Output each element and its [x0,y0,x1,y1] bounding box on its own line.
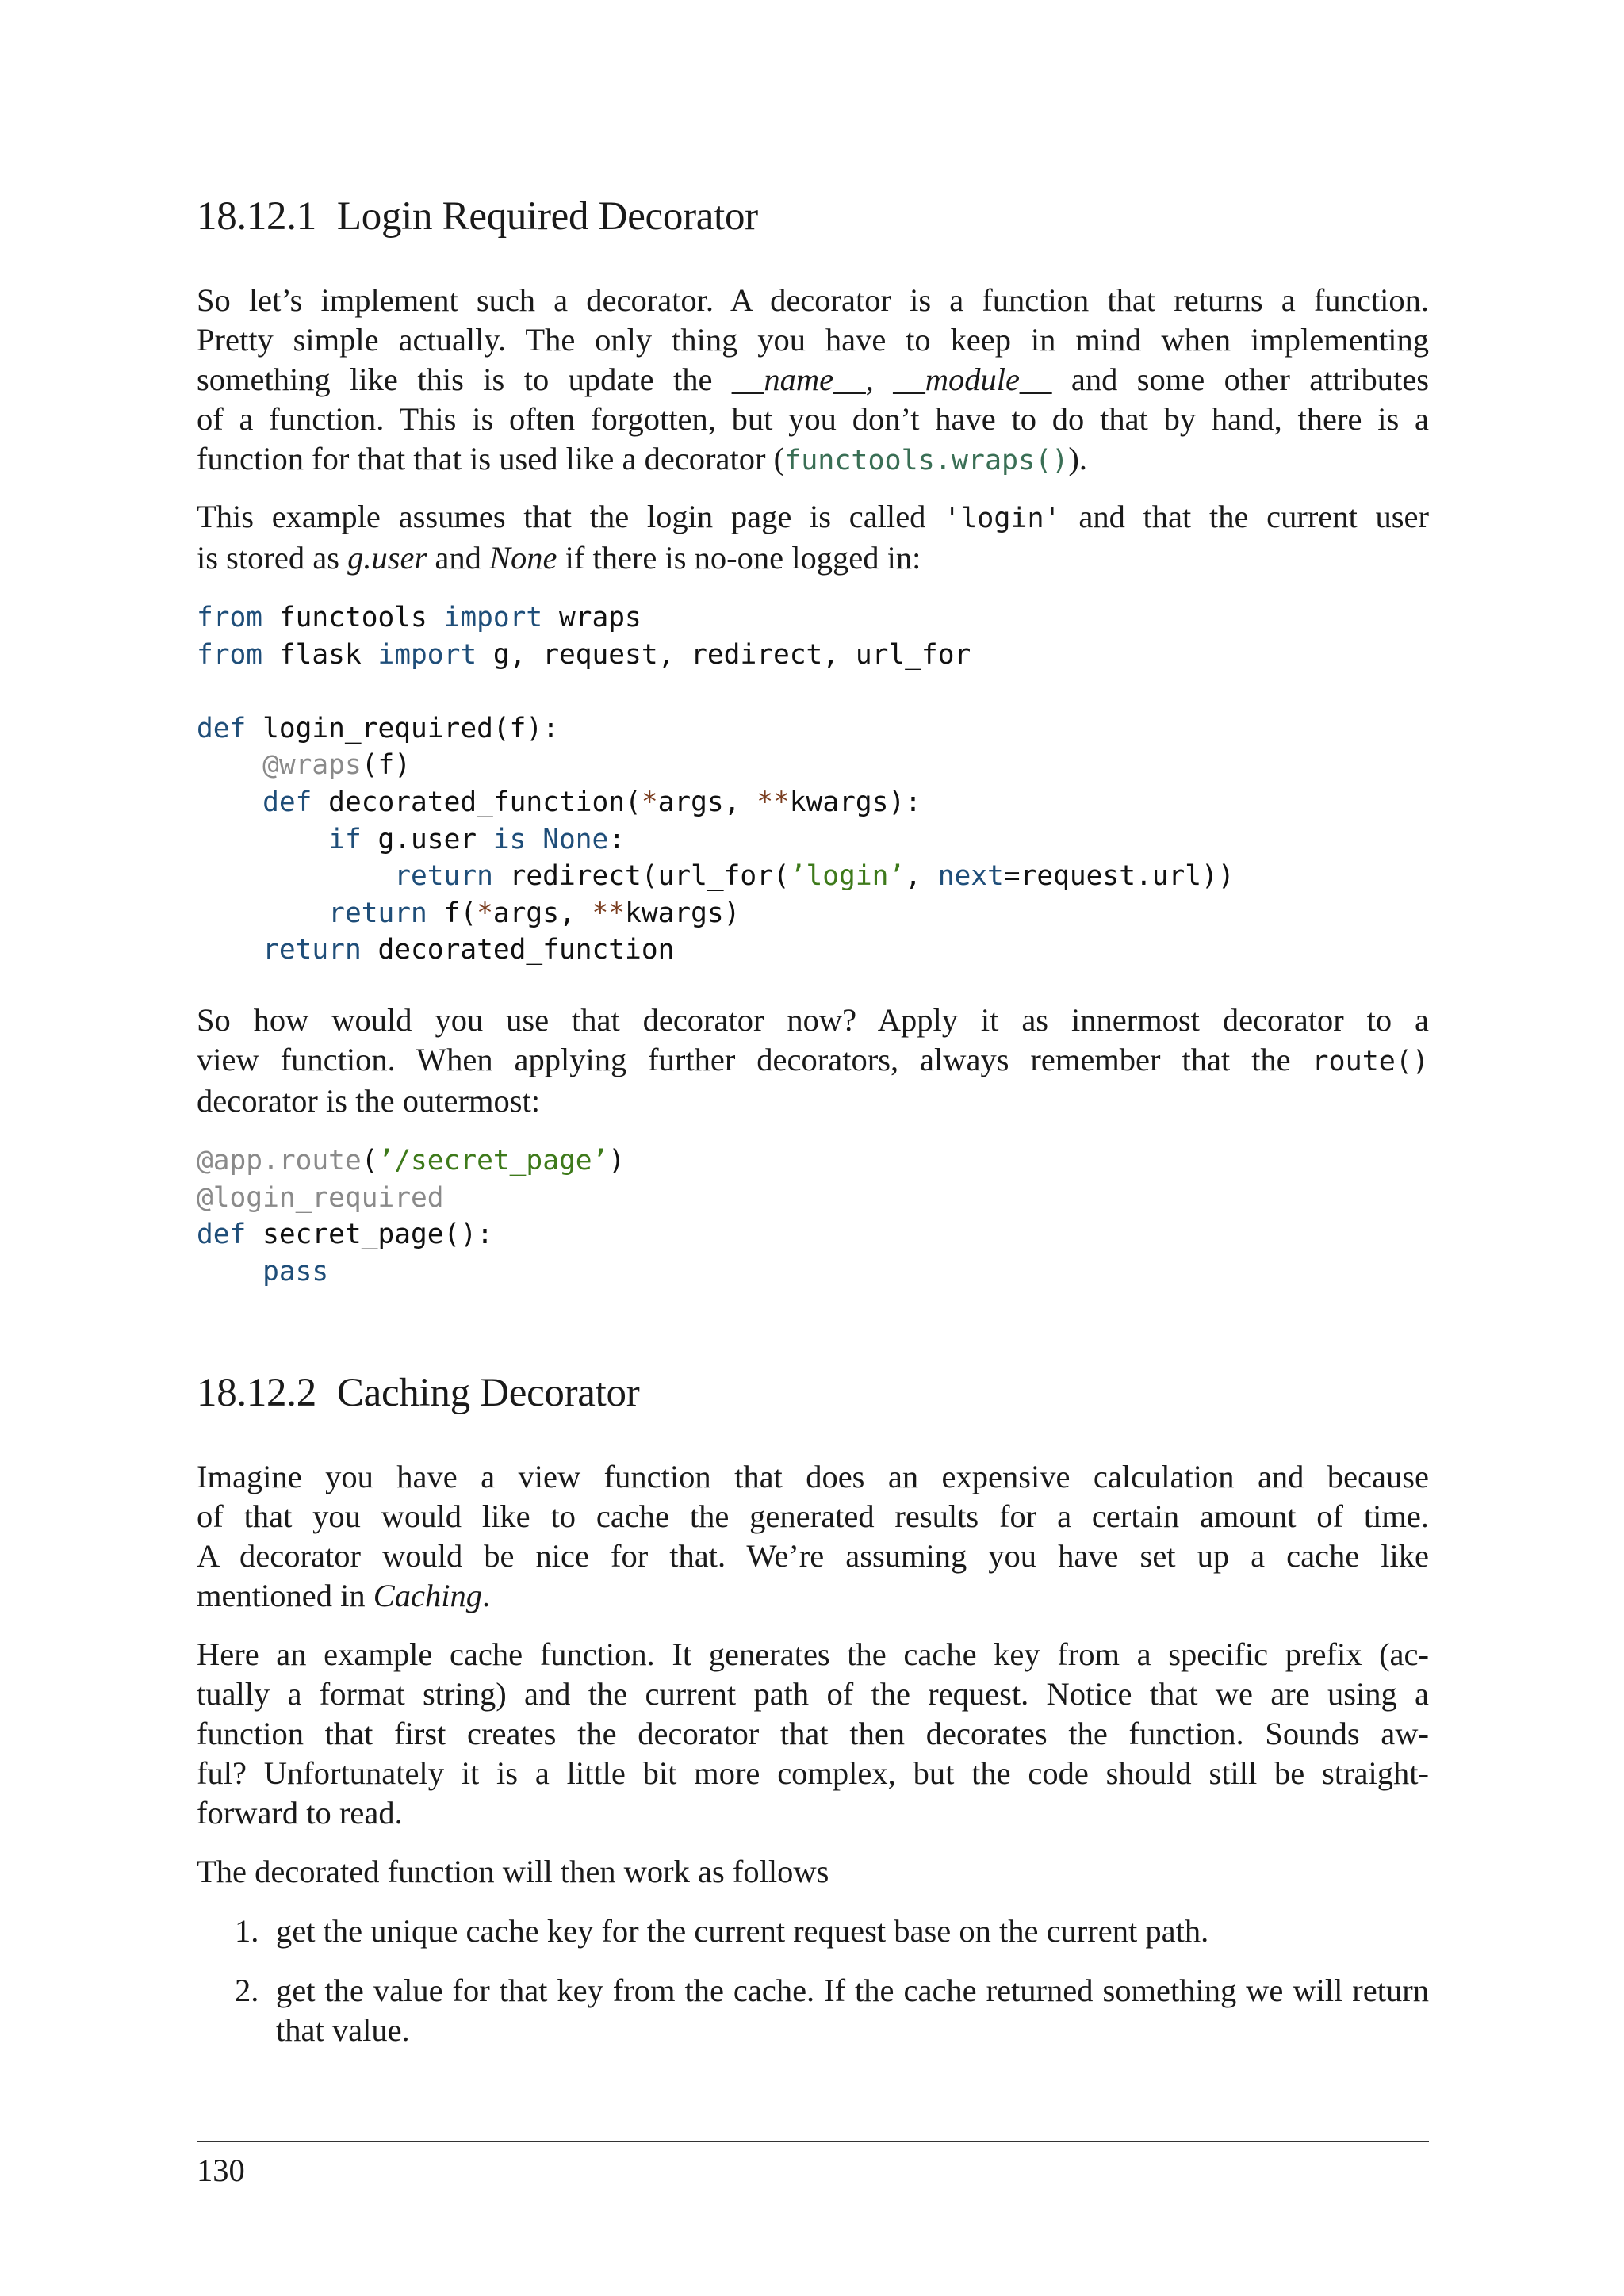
code-block-secret-page [197,1142,625,1290]
text-line: of that you would like to cache the generated results for a certain amount of time. [197,1498,1429,1534]
code-line: pass [262,1255,329,1288]
text-line: So how would you use that decorator now? Apply it as innermost decorator to a [197,1002,1429,1038]
text-line: of a function. This is often forgotten, but you don’t have to do that by hand, there is a [197,401,1429,437]
dunder-module: __module__ [893,362,1052,397]
section-heading-login-required [197,193,758,239]
g-user: g.user [347,540,427,576]
inline-code-login: 'login' [944,503,1061,534]
paragraph-decorator-intro [197,281,1429,480]
text-line: function that first creates the decorator that then decorates the function. Sounds aw- [197,1716,1429,1751]
text-line: view function. When applying further decorators, always remember that the route() [197,1042,1429,1077]
caching-link[interactable]: Caching [373,1578,482,1613]
functools-wraps-link[interactable]: functools.wraps() [784,445,1069,476]
text-line: function for that that is used like a decorator (functools.wraps()). [197,441,1087,476]
text-line: A decorator would be nice for that. We’re assuming you have set up a cache like [197,1538,1429,1574]
code-line: return decorated_function [262,934,675,966]
code-line: def secret_page(): [197,1219,493,1251]
code-line: if g.user is None: [328,823,626,855]
page-number: 130 [197,2152,245,2188]
inline-code-route: route() [1312,1046,1429,1077]
list-item [197,1911,1429,1951]
code-line: def login_required(f): [197,712,559,744]
paragraph-works-as-follows [197,1852,1429,1892]
footer-rule [197,2141,1429,2142]
list-item-number: 1. [235,1913,259,1949]
text-line: mentioned in Caching. [197,1578,491,1613]
dunder-name: __name__ [731,362,866,397]
code-line: def decorated_function(*args, **kwargs): [262,786,921,818]
section-number: 18.12.1 [197,194,316,239]
text-line: The decorated function will then work as follows [197,1854,829,1889]
paragraph-caching-intro [197,1457,1429,1616]
text-line: Pretty simple actually. The only thing you have to keep in mind when implementing [197,322,1429,358]
document-page [197,0,1429,2296]
section-title: Login Required Decorator [336,194,758,239]
text-line: Here an example cache function. It generates the cache key from a specific prefix (ac- [197,1636,1429,1672]
none-value: None [488,540,557,576]
code-line: from functools import wraps [197,602,642,633]
text-line: tually a format string) and the current path of the request. Notice that we are using a [197,1676,1429,1712]
paragraph-login-page-assumption [197,497,1429,578]
steps-list [197,1911,1429,2070]
code-line: @wraps(f) [262,749,412,782]
text-line: So let’s implement such a decorator. A decorator is a function that returns a function. [197,282,1429,318]
text-line: This example assumes that the login page is called 'login' and that the current user [197,499,1429,534]
code-line: return redirect(url_for(’login’, next=request.url)) [394,860,1235,893]
code-line: @app.route(’/secret_page’) [197,1145,626,1177]
code-line: from flask import g, request, redirect, url_for [197,638,971,671]
text-line: something like this is to update the __name__, __module__ and some other attributes [197,362,1430,397]
text-line: is stored as g.user and None if there is no-one logged in: [197,540,921,576]
code-line: return f(*args, **kwargs) [328,897,741,929]
list-item-text: get the unique cache key for the current request base on the current path. [276,1913,1209,1949]
text-line: forward to read. [197,1795,403,1831]
code-block-login-required [197,599,1235,969]
section-title: Caching Decorator [336,1371,640,1415]
paragraph-cache-function [197,1635,1429,1833]
list-item-text: get the value for that key from the cache. If the cache returned something we will return that value. [276,1973,1429,2048]
list-item [197,1971,1429,2050]
paragraph-apply-decorator [197,1001,1429,1121]
code-line: @login_required [197,1181,444,1214]
section-number: 18.12.2 [197,1371,316,1415]
list-item-number: 2. [235,1973,259,2008]
text-line: decorator is the outermost: [197,1083,541,1119]
text-line: Imagine you have a view function that does an expensive calculation and because [197,1459,1429,1494]
text-line: ful? Unfortunately it is a little bit more complex, but the code should still be straight- [197,1755,1429,1791]
section-heading-caching [197,1370,639,1416]
